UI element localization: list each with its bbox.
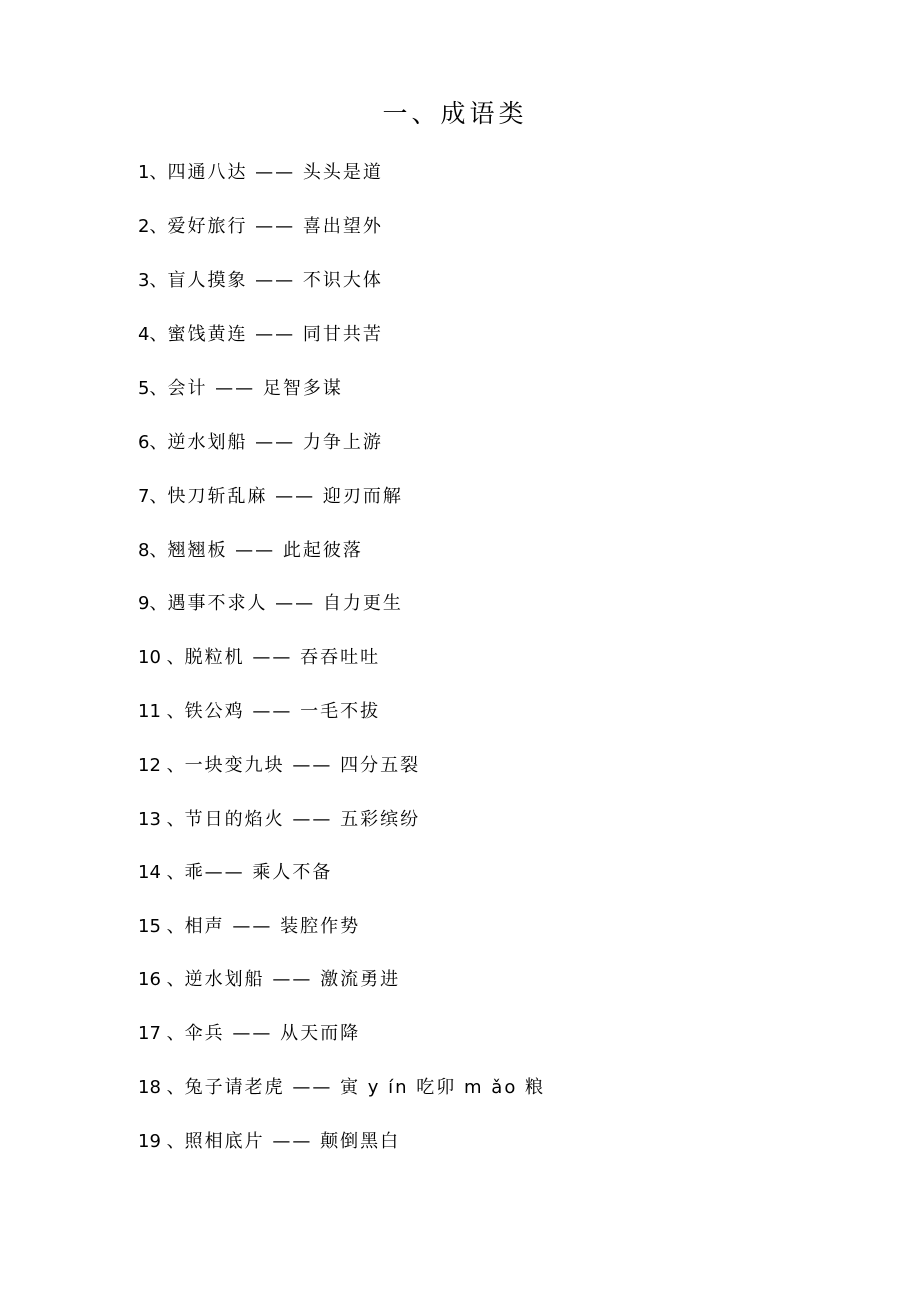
item-separator: 、	[160, 755, 185, 776]
item-separator: 、	[149, 324, 168, 345]
item-text: 乖—— 乘人不备	[184, 862, 333, 883]
item-separator: 、	[160, 862, 185, 883]
list-item	[138, 912, 360, 942]
item-number: 14	[138, 862, 161, 883]
item-number: 19	[138, 1131, 161, 1152]
item-number: 6	[138, 432, 150, 453]
item-number: 1	[138, 162, 150, 183]
item-separator: 、	[160, 1131, 185, 1152]
item-text: 铁公鸡 —— 一毛不拔	[184, 701, 381, 722]
page-title: 一、成语类	[382, 99, 528, 128]
item-separator: 、	[160, 647, 185, 668]
item-text: 兔子请老虎 —— 寅 y ín 吃卯 m ǎo 粮	[184, 1077, 546, 1098]
item-separator: 、	[149, 270, 168, 291]
list-item	[138, 212, 383, 242]
item-number: 11	[138, 701, 161, 722]
item-text: 蜜饯黄连 —— 同甘共苦	[167, 324, 383, 345]
list-item	[138, 1019, 360, 1049]
item-text: 翘翘板 —— 此起彼落	[167, 540, 363, 561]
list-item	[138, 697, 380, 727]
item-separator: 、	[149, 216, 168, 237]
item-number: 8	[138, 540, 150, 561]
item-number: 18	[138, 1077, 161, 1098]
item-separator: 、	[149, 162, 168, 183]
item-text: 逆水划船 —— 力争上游	[167, 432, 383, 453]
item-separator: 、	[160, 809, 185, 830]
list-item	[138, 320, 383, 350]
list-item	[138, 428, 383, 458]
item-text: 伞兵 —— 从天而降	[184, 1023, 361, 1044]
list-item	[138, 965, 400, 995]
item-text: 四通八达 —— 头头是道	[167, 162, 383, 183]
item-number: 9	[138, 593, 150, 614]
list-item	[138, 858, 332, 888]
item-number: 3	[138, 270, 150, 291]
item-number: 2	[138, 216, 150, 237]
item-separator: 、	[160, 1077, 185, 1098]
item-number: 10	[138, 647, 161, 668]
item-separator: 、	[149, 432, 168, 453]
list-item	[138, 1073, 545, 1103]
list-item	[138, 589, 403, 619]
list-item	[138, 805, 420, 835]
item-separator: 、	[160, 1023, 185, 1044]
item-text: 脱粒机 —— 吞吞吐吐	[184, 647, 381, 668]
list-item	[138, 374, 343, 404]
item-text: 逆水划船 —— 激流勇进	[184, 969, 401, 990]
item-separator: 、	[149, 540, 168, 561]
item-number: 5	[138, 378, 150, 399]
item-text: 快刀斩乱麻 —— 迎刃而解	[167, 486, 403, 507]
item-number: 4	[138, 324, 150, 345]
list-item	[138, 1127, 400, 1157]
item-number: 17	[138, 1023, 161, 1044]
item-number: 16	[138, 969, 161, 990]
list-item	[138, 266, 383, 296]
item-text: 一块变九块 —— 四分五裂	[184, 755, 421, 776]
item-separator: 、	[160, 916, 185, 937]
item-text: 会计 —— 足智多谋	[167, 378, 343, 399]
item-number: 13	[138, 809, 161, 830]
item-number: 7	[138, 486, 150, 507]
item-separator: 、	[149, 378, 168, 399]
item-text: 相声 —— 装腔作势	[184, 916, 361, 937]
list-item	[138, 536, 363, 566]
item-text: 盲人摸象 —— 不识大体	[167, 270, 383, 291]
item-separator: 、	[149, 486, 168, 507]
list-item	[138, 643, 380, 673]
item-separator: 、	[160, 969, 185, 990]
item-number: 15	[138, 916, 161, 937]
list-item	[138, 751, 420, 781]
item-text: 节日的焰火 —— 五彩缤纷	[184, 809, 421, 830]
item-text: 照相底片 —— 颠倒黑白	[184, 1131, 401, 1152]
item-separator: 、	[160, 701, 185, 722]
item-separator: 、	[149, 593, 168, 614]
list-item	[138, 482, 403, 512]
item-number: 12	[138, 755, 161, 776]
list-item	[138, 158, 383, 188]
item-text: 爱好旅行 —— 喜出望外	[167, 216, 383, 237]
item-text: 遇事不求人 —— 自力更生	[167, 593, 403, 614]
